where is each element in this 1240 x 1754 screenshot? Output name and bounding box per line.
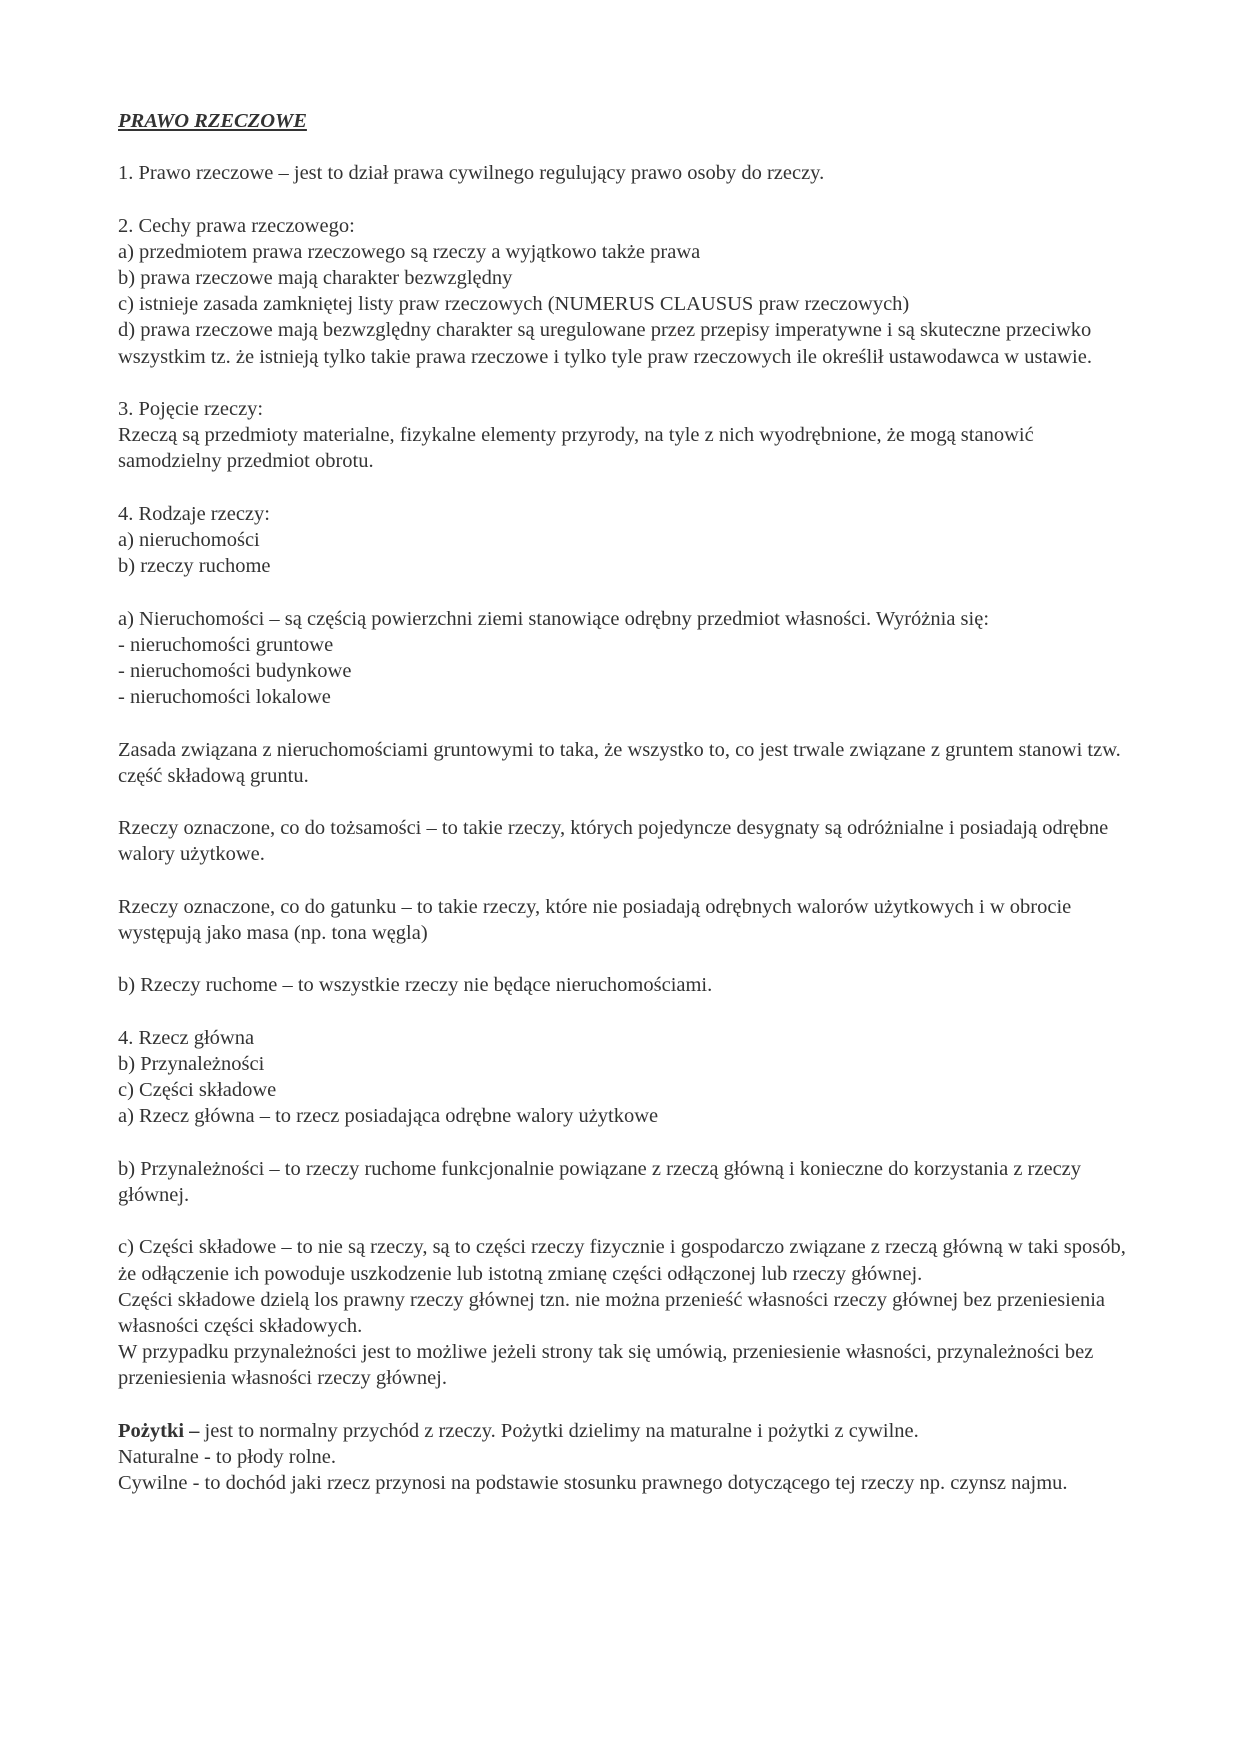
document-page [118,108,1128,1496]
section-4-heading: 4. Rodzaje rzeczy: [118,502,270,525]
section-1: 1. Prawo rzeczowe – jest to dział prawa cywilnego regulujący prawo osoby do rzeczy. [118,162,825,185]
tozsamosc-paragraph: Rzeczy oznaczone, co do tożsamości – to takie rzeczy, których pojedyncze desygnaty są odróżnialne i posiadają odrębne walory użytkowe. [118,817,1109,866]
przynaleznosci-paragraph: b) Przynależności – to rzeczy ruchome funkcjonalnie powiązane z rzeczą główną i konieczne do korzystania z rzeczy głównej. [118,1157,1082,1206]
document-title: PRAWO RZECZOWE [118,110,307,132]
los-prawny-paragraph: Części składowe dzielą los prawny rzeczy głównej tzn. nie można przenieść własności rzeczy głównej bez przeniesienia własności części składowych. [118,1288,1106,1337]
czesci-skladowe-paragraph: c) Części składowe – to nie są rzeczy, są to części rzeczy fizycznie i gospodarczo związane z rzeczą główną w taki sposób, że odłączenie ich powoduje uszkodzenie lub istotną zmianę części odłączonej lub rzeczy głównej. [118,1236,1126,1285]
section-2-item-b: b) prawa rzeczowe mają charakter bezwzględny [118,267,513,289]
rzecz-glowna-definition: a) Rzecz główna – to rzecz posiadająca odrębne walory użytkowe [118,1105,659,1128]
section-5-item-a: 4. Rzecz główna [118,1026,255,1049]
section-4-item-b: b) rzeczy ruchome [118,555,271,578]
section-4-item-a: a) nieruchomości [118,529,260,551]
section-3-text: Rzeczą są przedmioty materialne, fizykalne elementy przyrody, na tyle z nich wyodrębnione, że mogą stanowić samodzielny przedmiot obrotu. [118,424,1034,473]
section-2-item-c: c) istnieje zasada zamkniętej listy praw rzeczowych (NUMERUS CLAUSUS praw rzeczowych) [118,293,910,316]
section-5-item-b: b) Przynależności [118,1052,265,1075]
pozytki-cywilne: Cywilne - to dochód jaki rzecz przynosi na podstawie stosunku prawnego dotyczącego tej rzeczy np. czynsz najmu. [118,1472,1068,1495]
pozytki-definition: jest to normalny przychód z rzeczy. Pożytki dzielimy na maturalne i pożytki z cywilne. [199,1419,919,1442]
nieruchomosci-list-item: - nieruchomości gruntowe [118,633,334,656]
nieruchomosci-list-item: - nieruchomości budynkowe [118,660,352,682]
pozytki-naturalne: Naturalne - to płody rolne. [118,1445,337,1468]
pozytki-paragraph [118,1418,1128,1444]
section-3-heading: 3. Pojęcie rzeczy: [118,398,264,420]
nieruchomosci-list-item: - nieruchomości lokalowe [118,686,331,709]
section-2-item-d: d) prawa rzeczowe mają bezwzględny charakter są uregulowane przez przepisy imperatywne i są skuteczne przeciwko wszystkim tz. że istnieją tylko takie prawa rzeczowe i tylko tyle praw rzeczowych ile określił ustawodawca w ustawie. [118,319,1092,368]
gatunek-paragraph: Rzeczy oznaczone, co do gatunku – to takie rzeczy, które nie posiadają odrębnych walorów użytkowych i w obrocie występują jako masa (np. tona węgla) [118,895,1072,944]
pozytki-term: Pożytki – [118,1419,200,1442]
nieruchomosci-definition: a) Nieruchomości – są częścią powierzchni ziemi stanowiące odrębny przedmiot własności. Wyróżnia się: [118,607,990,630]
section-5-item-c: c) Części składowe [118,1079,277,1102]
section-2-heading: 2. Cechy prawa rzeczowego: [118,214,355,237]
ruchome-paragraph: b) Rzeczy ruchome – to wszystkie rzeczy nie będące nieruchomościami. [118,974,713,997]
przynaleznosci-przeniesienie-paragraph: W przypadku przynależności jest to możliwe jeżeli strony tak się umówią, przeniesienie własności, przynależności bez przeniesienia własności rzeczy głównej. [118,1341,1094,1390]
zasada-paragraph: Zasada związana z nieruchomościami gruntowymi to taka, że wszystko to, co jest trwale związane z gruntem stanowi tzw. część składową gruntu. [118,738,1121,787]
section-2-item-a: a) przedmiotem prawa rzeczowego są rzeczy a wyjątkowo także prawa [118,240,701,263]
